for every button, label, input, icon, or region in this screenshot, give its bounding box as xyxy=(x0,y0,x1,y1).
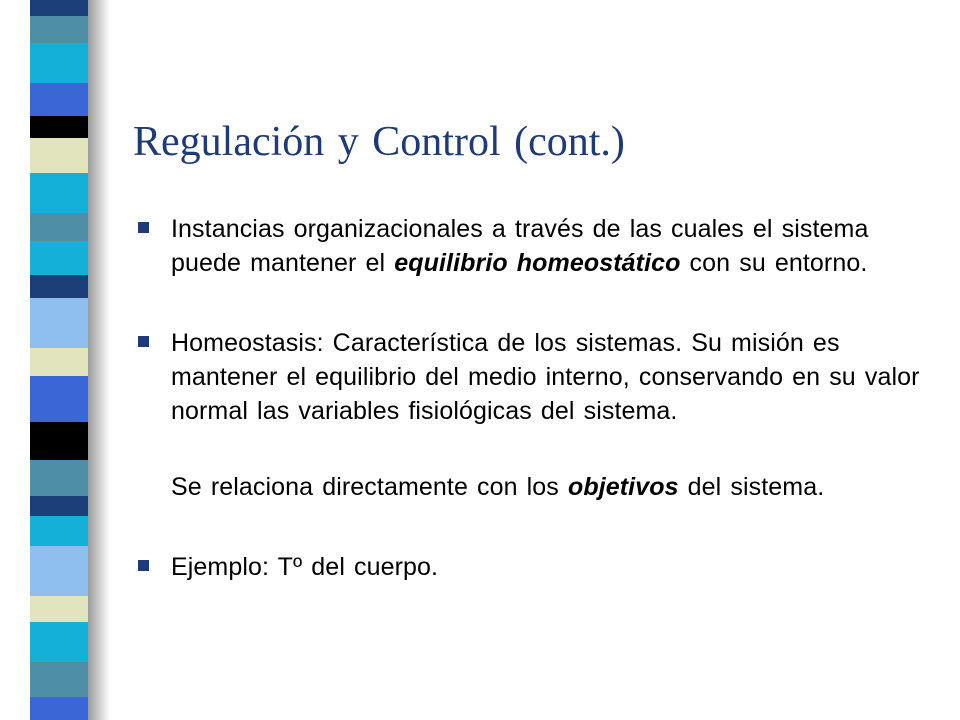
bullet-marker xyxy=(138,222,149,233)
bullet-1-text: Instancias organizacionales a través de las cuales el sistema puede mantener el xyxy=(171,215,869,277)
bullet-item-1 xyxy=(171,212,941,280)
bullet-1-emphasis: equilibrio homeostático xyxy=(394,249,681,277)
bullet-2-cont-emphasis: objetivos xyxy=(567,473,679,501)
bullet-item-2: Homeostasis: Característica de los sistemas. Su misión es mantener el equilibrio del medio interno, conservando en su valor normal las variables fisiológicas del sistema. xyxy=(171,329,920,425)
bullet-2-cont-text-end: del sistema. xyxy=(678,473,825,501)
bullet-marker xyxy=(138,336,149,347)
bullet-2-cont-text: Se relaciona directamente con los xyxy=(171,473,568,501)
slide-title: Regulación y Control (cont.) xyxy=(133,119,625,165)
bullet-item-2-continuation xyxy=(171,470,941,504)
bullet-1-text-end: con su entorno. xyxy=(680,249,868,277)
bullet-item-3: Ejemplo: Tº del cuerpo. xyxy=(171,553,439,581)
bullet-marker xyxy=(138,560,149,571)
